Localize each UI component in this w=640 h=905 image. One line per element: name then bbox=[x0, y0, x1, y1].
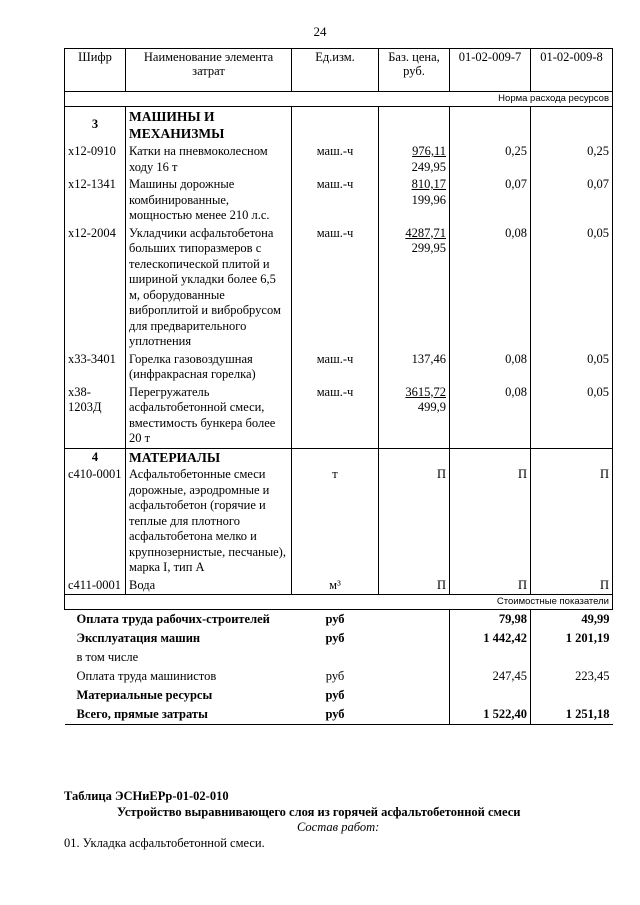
section-header-machines bbox=[65, 107, 613, 144]
row-value-1: П bbox=[450, 466, 531, 577]
row-value-1: 0,07 bbox=[450, 176, 531, 225]
row-value-2: 0,05 bbox=[531, 384, 613, 449]
row-price: П bbox=[379, 577, 450, 595]
summary-unit: руб bbox=[292, 610, 379, 630]
row-value-2: 0,05 bbox=[531, 351, 613, 384]
row-price: 4287,71 bbox=[405, 225, 446, 240]
table-row bbox=[65, 143, 613, 176]
row-unit: т bbox=[292, 466, 379, 577]
row-price: 3615,72 bbox=[405, 384, 446, 399]
header-col1: 01-02-009-7 bbox=[450, 49, 531, 92]
table-row bbox=[65, 176, 613, 225]
summary-unit bbox=[292, 648, 379, 667]
section-title: МАТЕРИАЛЫ bbox=[126, 448, 292, 466]
row-value-2: 0,25 bbox=[531, 143, 613, 176]
table-row bbox=[65, 384, 613, 449]
row-value-1: 0,08 bbox=[450, 384, 531, 449]
row-value-2: 0,07 bbox=[531, 176, 613, 225]
row-code: с411-0001 bbox=[65, 577, 126, 595]
header-base-price: Баз. цена, руб. bbox=[379, 49, 450, 92]
row-price-secondary: 249,95 bbox=[411, 159, 446, 174]
row-unit: маш.-ч bbox=[292, 225, 379, 351]
summary-unit: руб bbox=[325, 688, 345, 702]
row-unit: маш.-ч bbox=[292, 351, 379, 384]
row-price: П bbox=[379, 466, 450, 577]
summary-value-2 bbox=[531, 648, 613, 667]
header-col2: 01-02-009-8 bbox=[531, 49, 613, 92]
row-name: Асфальтобетонные смеси дорожные, аэродромные и асфальтобетон (горячие и теплые для плотного асфальтобетона мелко и крупнозернистые, песчаные), марка I, тип А bbox=[126, 466, 292, 577]
row-code: х12-1341 bbox=[65, 176, 126, 225]
row-code: х12-0910 bbox=[65, 143, 126, 176]
summary-row bbox=[65, 610, 613, 630]
summary-label: Всего, прямые затраты bbox=[65, 705, 292, 725]
section-number: 4 bbox=[65, 448, 126, 466]
summary-value-1: 1 522,40 bbox=[450, 705, 531, 725]
row-value-2: П bbox=[531, 466, 613, 577]
summary-label: Оплата труда машинистов bbox=[76, 669, 217, 683]
summary-label: Эксплуатация машин bbox=[76, 631, 201, 645]
summary-value-1 bbox=[450, 648, 531, 667]
summary-value-2: 49,99 bbox=[531, 610, 613, 630]
row-name: Машины дорожные комбинированные, мощностью менее 210 л.с. bbox=[126, 176, 292, 225]
summary-row bbox=[65, 648, 613, 667]
row-code: х12-2004 bbox=[65, 225, 126, 351]
row-value-2: П bbox=[531, 577, 613, 595]
summary-label: Оплата труда рабочих-строителей bbox=[65, 610, 292, 630]
row-unit: м³ bbox=[292, 577, 379, 595]
resource-table bbox=[64, 48, 613, 725]
table-row bbox=[65, 351, 613, 384]
table-row bbox=[65, 466, 613, 577]
header-unit: Ед.изм. bbox=[292, 49, 379, 92]
summary-unit: руб bbox=[325, 631, 345, 645]
header-code: Шифр bbox=[65, 49, 126, 92]
row-value-1: 0,25 bbox=[450, 143, 531, 176]
row-value-2: 0,05 bbox=[531, 225, 613, 351]
row-code: х38-1203Д bbox=[65, 384, 126, 449]
row-price: 976,11 bbox=[412, 144, 446, 158]
table-row bbox=[65, 577, 613, 595]
summary-label: Материальные ресурсы bbox=[76, 688, 213, 702]
row-name: Катки на пневмоколесном ходу 16 т bbox=[126, 143, 292, 176]
table-row bbox=[65, 225, 613, 351]
row-name: Перегружатель асфальтобетонной смеси, вместимость бункера более 20 т bbox=[126, 384, 292, 449]
header-row bbox=[65, 49, 613, 92]
next-table-title: Устройство выравнивающего слоя из горячей асфальтобетонной смеси bbox=[117, 805, 521, 819]
row-code: с410-0001 bbox=[65, 466, 126, 577]
section-title: МАШИНЫ И МЕХАНИЗМЫ bbox=[126, 107, 292, 144]
page-number: 24 bbox=[313, 24, 327, 39]
composition-heading: Состав работ: bbox=[297, 820, 380, 834]
row-name: Вода bbox=[126, 577, 292, 595]
row-value-1: П bbox=[450, 577, 531, 595]
header-name: Наименование элемента затрат bbox=[126, 49, 292, 92]
row-value-1: 0,08 bbox=[450, 225, 531, 351]
summary-value-1: 79,98 bbox=[450, 610, 531, 630]
row-price-secondary: 199,96 bbox=[411, 192, 446, 207]
cost-label-row bbox=[65, 595, 613, 610]
section-header-materials bbox=[65, 448, 613, 466]
work-item: 01. Укладка асфальтобетонной смеси. bbox=[64, 836, 265, 850]
summary-row bbox=[65, 686, 613, 705]
summary-row bbox=[65, 667, 613, 686]
summary-row bbox=[65, 629, 613, 648]
row-unit: маш.-ч bbox=[292, 176, 379, 225]
next-table-code: Таблица ЭСНиЕРр-01-02-010 bbox=[64, 789, 229, 803]
summary-value-2: 1 251,18 bbox=[531, 705, 613, 725]
summary-label: в том числе bbox=[76, 650, 139, 664]
summary-unit: руб bbox=[292, 705, 379, 725]
norm-label-row bbox=[65, 92, 613, 107]
row-price-secondary: 499,9 bbox=[417, 400, 446, 414]
norm-label: Норма расхода ресурсов bbox=[65, 92, 613, 107]
cost-label: Стоимостные показатели bbox=[65, 595, 613, 610]
row-price-secondary: 299,95 bbox=[411, 241, 446, 255]
row-name: Укладчики асфальтобетона больших типоразмеров с телескопической плитой и шириной укладки более 6,5 м, оборудованные виброплитой и вибробрусом для предварительного уплотнения bbox=[126, 225, 292, 351]
summary-unit: руб bbox=[325, 669, 345, 683]
summary-row bbox=[65, 705, 613, 725]
summary-value-2: 223,45 bbox=[531, 667, 613, 686]
row-code: х33-3401 bbox=[65, 351, 126, 384]
summary-value-1: 247,45 bbox=[450, 667, 531, 686]
row-price: 137,46 bbox=[379, 351, 450, 384]
row-value-1: 0,08 bbox=[450, 351, 531, 384]
row-unit: маш.-ч bbox=[292, 384, 379, 449]
row-unit: маш.-ч bbox=[292, 143, 379, 176]
row-price: 810,17 bbox=[411, 177, 446, 191]
summary-value-2 bbox=[531, 686, 613, 705]
row-name: Горелка газовоздушная (инфракрасная горелка) bbox=[126, 351, 292, 384]
summary-value-1 bbox=[450, 686, 531, 705]
section-number: 3 bbox=[65, 107, 126, 144]
summary-value-2: 1 201,19 bbox=[531, 629, 613, 648]
summary-value-1: 1 442,42 bbox=[450, 629, 531, 648]
